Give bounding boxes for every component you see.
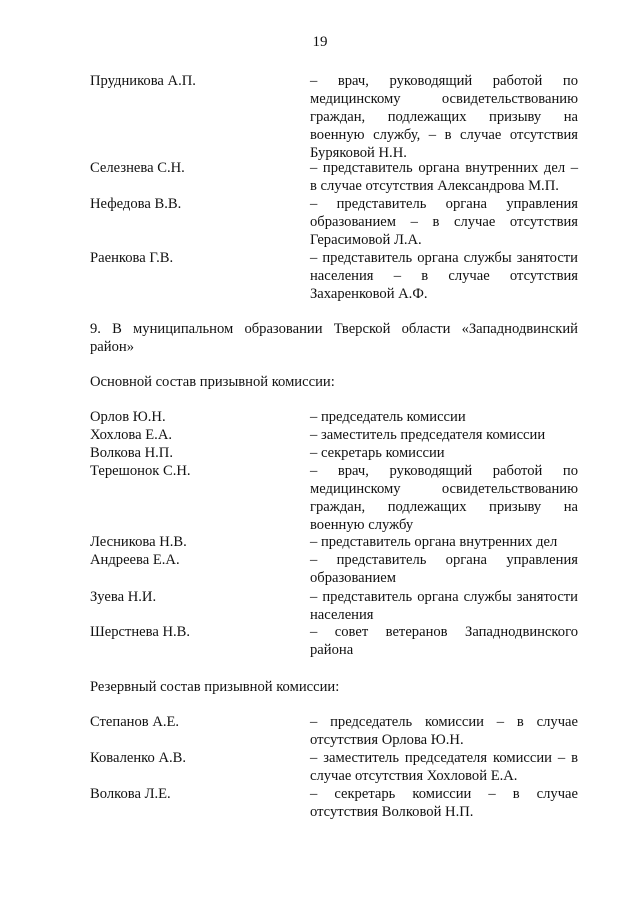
section-heading: 9. В муниципальном образовании Тверской области «Западнодвинский район» xyxy=(90,321,578,355)
member-name: Раенкова Г.В. xyxy=(90,250,174,266)
member-name: Нефедова В.В. xyxy=(90,196,182,212)
member-name: Шерстнева Н.В. xyxy=(90,624,191,640)
main-composition-heading: Основной состав призывной комиссии: xyxy=(90,374,335,390)
member-role: – представитель органа службы занятости населения xyxy=(310,589,578,623)
member-role: – врач, руководящий работой по медицинскому освидетельствованию граждан, подлежащих призыву на военную службу xyxy=(310,463,578,533)
member-role: – врач, руководящий работой по медицинскому освидетельствованию граждан, подлежащих призыву на военную службу, – в случае отсутствия Буряковой Н.Н. xyxy=(310,73,578,161)
member-role: – представитель органа управления образованием xyxy=(310,552,578,586)
member-name: Волкова Н.П. xyxy=(90,445,173,461)
member-role: – совет ветеранов Западнодвинского района xyxy=(310,624,578,658)
member-name: Коваленко А.В. xyxy=(90,750,187,766)
page-number: 19 xyxy=(312,34,328,50)
member-name: Андреева Е.А. xyxy=(90,552,180,568)
member-role: – представитель органа управления образованием – в случае отсутствия Герасимовой Л.А. xyxy=(310,196,578,248)
member-name: Хохлова Е.А. xyxy=(90,427,173,443)
member-role: – секретарь комиссии – в случае отсутствия Волковой Н.П. xyxy=(310,786,578,820)
member-name: Степанов А.Е. xyxy=(90,714,180,730)
member-name: Лесникова Н.В. xyxy=(90,534,187,550)
member-role: – председатель комиссии – в случае отсутствия Орлова Ю.Н. xyxy=(310,714,578,748)
member-name: Зуева Н.И. xyxy=(90,589,157,605)
member-role: – председатель комиссии xyxy=(310,409,466,425)
member-name: Селезнева С.Н. xyxy=(90,160,185,176)
member-role: – представитель органа службы занятости населения – в случае отсутствия Захаренковой А.Ф. xyxy=(310,250,578,302)
member-name: Прудникова А.П. xyxy=(90,73,196,89)
member-role: – представитель органа внутренних дел xyxy=(310,534,558,550)
member-role: – представитель органа внутренних дел – в случае отсутствия Александрова М.П. xyxy=(310,160,578,194)
member-role: – секретарь комиссии xyxy=(310,445,445,461)
member-role: – заместитель председателя комиссии – в случае отсутствия Хохловой Е.А. xyxy=(310,750,578,784)
reserve-composition-heading: Резервный состав призывной комиссии: xyxy=(90,679,340,695)
member-name: Орлов Ю.Н. xyxy=(90,409,166,425)
member-name: Терешонок С.Н. xyxy=(90,463,191,479)
member-role: – заместитель председателя комиссии xyxy=(310,427,546,443)
member-name: Волкова Л.Е. xyxy=(90,786,171,802)
